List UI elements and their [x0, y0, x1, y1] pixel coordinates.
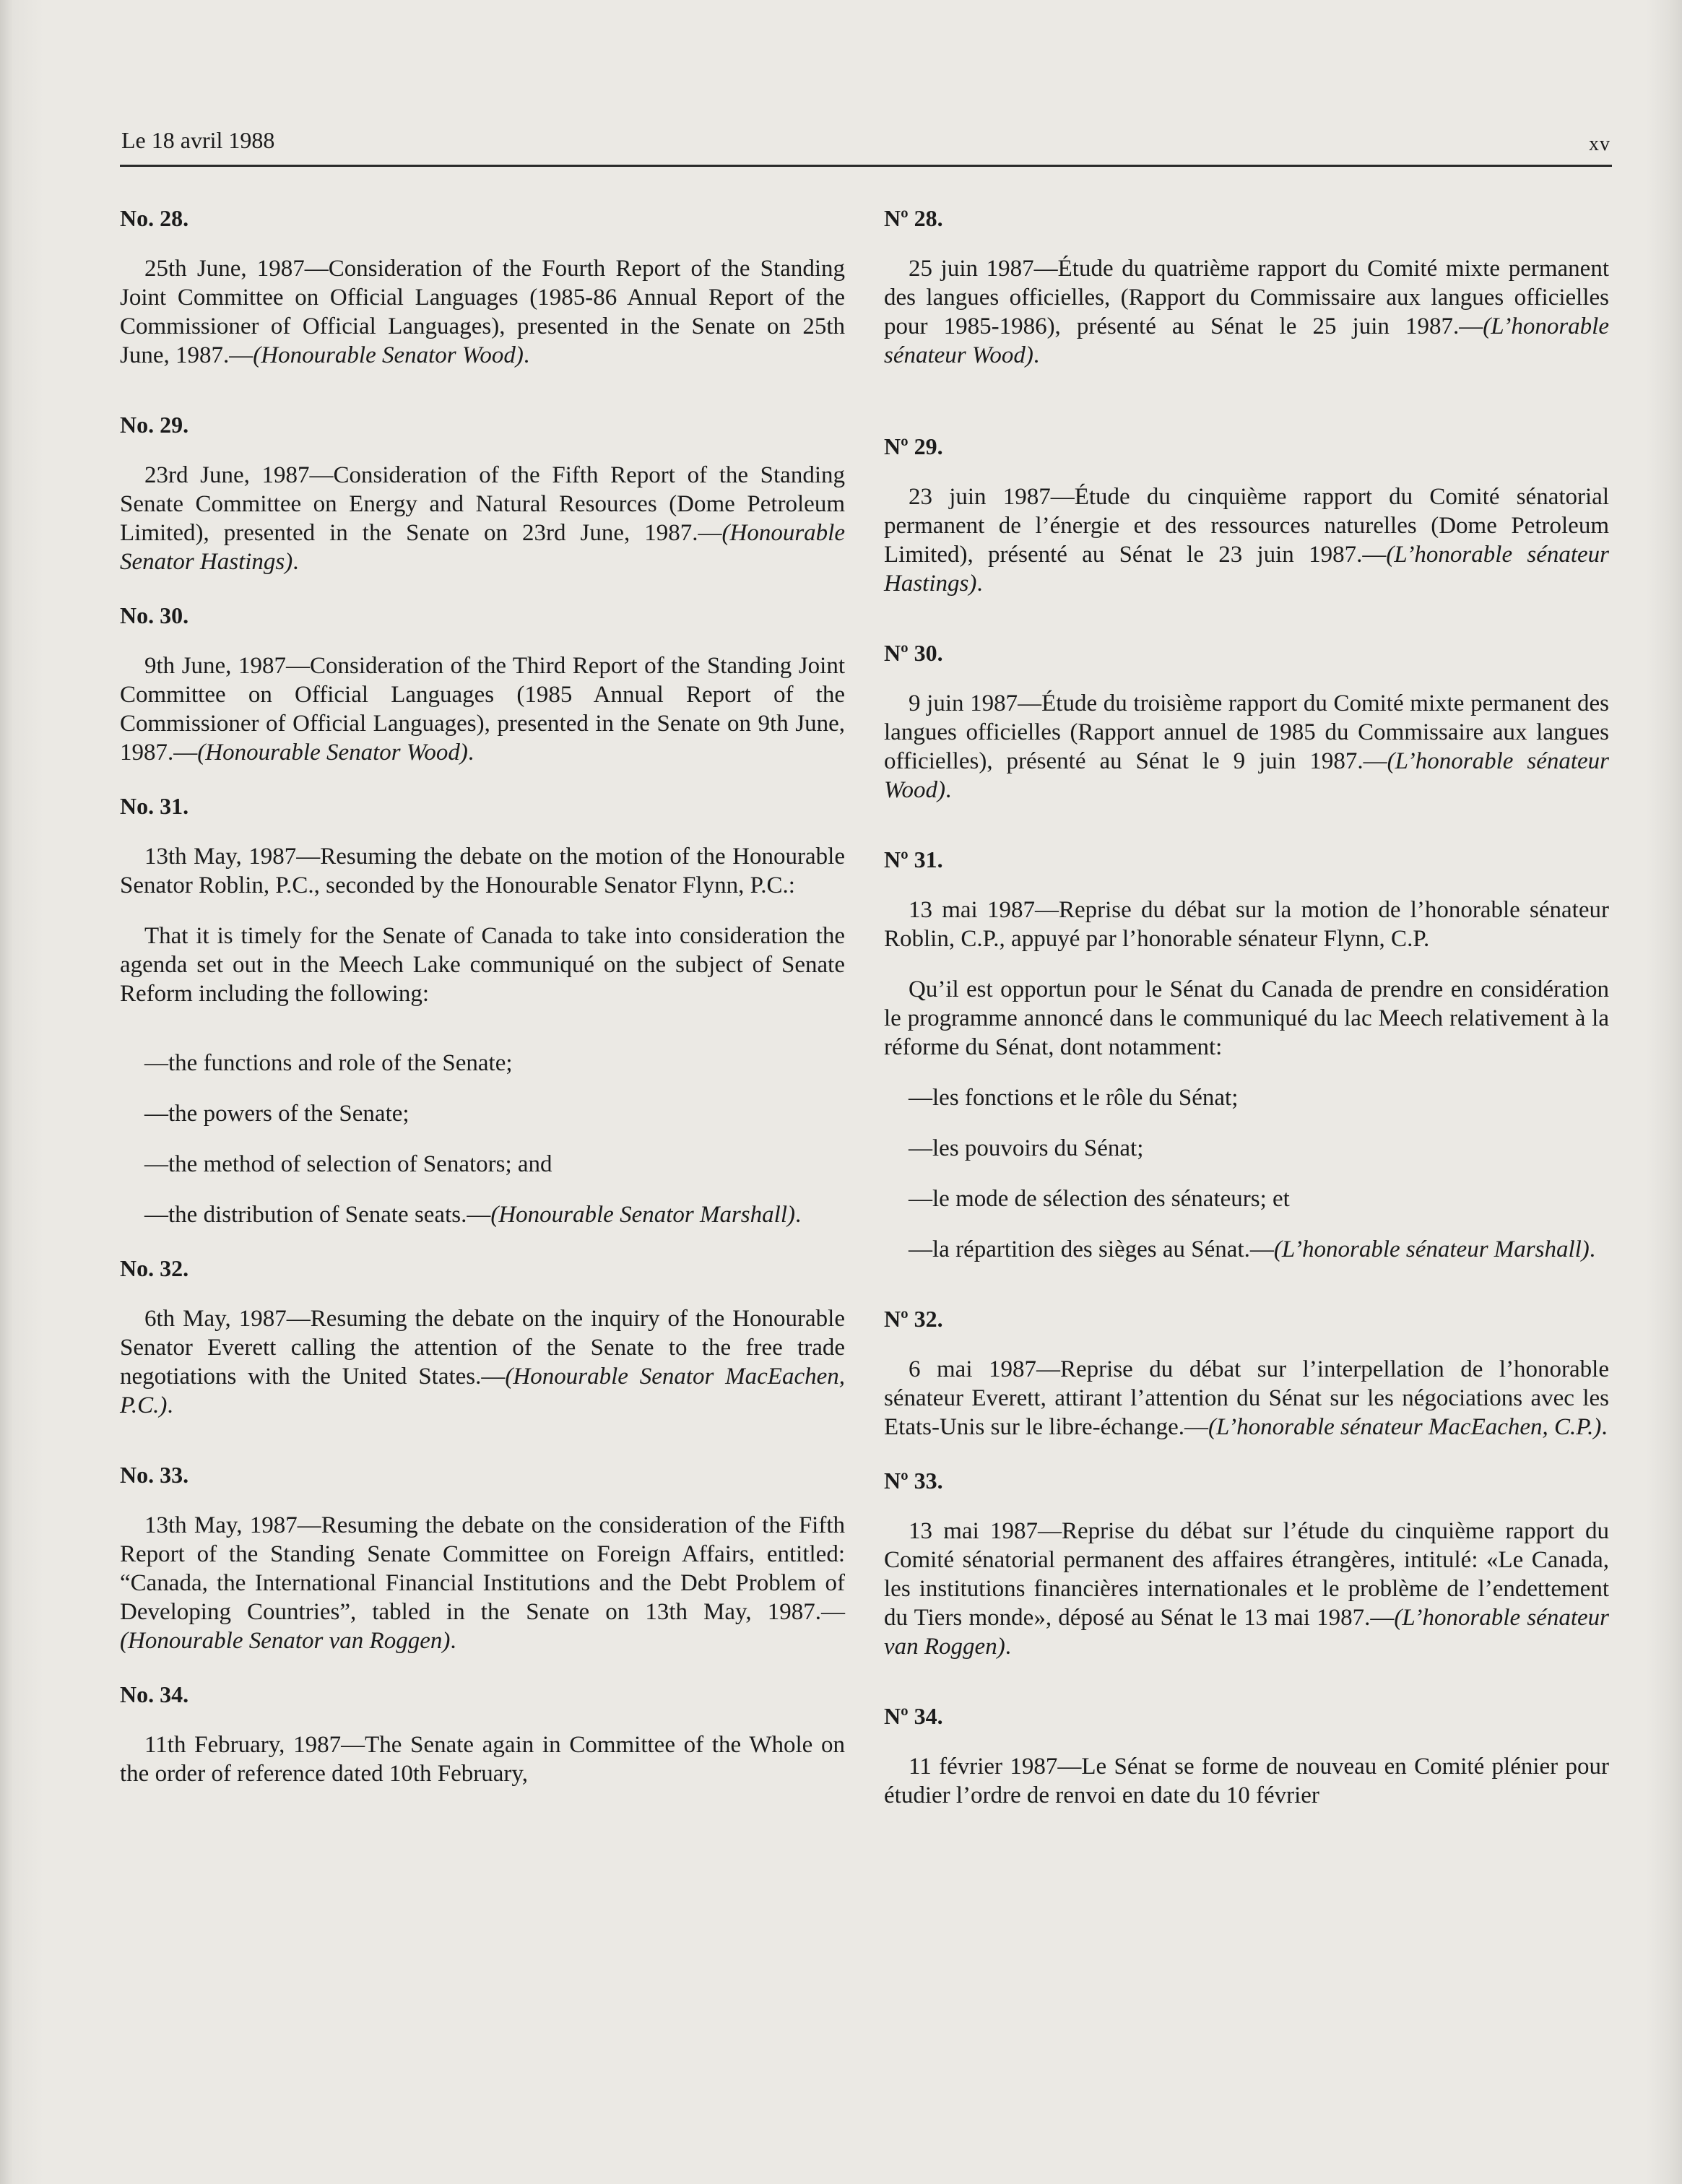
item-heading: No. 31.: [120, 793, 189, 819]
item-text: 13 mai 1987—Reprise du débat sur la motion de l’honorable sénateur Roblin, C.P., appuyé par l’honorable sénateur Flynn, C.P.: [884, 897, 1609, 952]
motion-item: —les pouvoirs du Sénat;: [909, 1135, 1144, 1161]
item-text: 11 février 1987—Le Sénat se forme de nouveau en Comité plénier pour étudier l’ordre de renvoi en date du 10 février: [884, 1754, 1609, 1808]
header-rule: [120, 165, 1612, 167]
item-text: 9 juin 1987—Étude du troisième rapport du Comité mixte permanent des langues officielles (Rapport annuel de 1985 du Commissaire aux langues officielles), présenté au Sénat le 9 juin 1987.—(L’honorable sénateur Wood).: [884, 690, 1609, 803]
item-heading: No. 28.: [120, 205, 189, 231]
item-text: 25 juin 1987—Étude du quatrième rapport du Comité mixte permanent des langues officielles, (Rapport du Commissaire aux langues officielles pour 1985-1986), présenté au Sénat le 25 juin 1987.—(L’honorable sénateur Wood).: [884, 256, 1609, 368]
page-number: xv: [1589, 133, 1611, 155]
item-text: 25th June, 1987—Consideration of the Fourth Report of the Standing Joint Committee on Official Languages (1985-86 Annual Report of the Commissioner of Official Languages), presented in the Senate on 25th June, 1987.—(Honourable Senator Wood).: [120, 256, 845, 368]
item-text: 9th June, 1987—Consideration of the Third Report of the Standing Joint Committee on Official Languages (1985 Annual Report of the Commissioner of Official Languages), presented in the Senate on 9th June, 1987.—(Honourable Senator Wood).: [120, 653, 845, 766]
french-column: [884, 204, 1609, 1810]
item-heading: Nº 31.: [884, 846, 943, 872]
motion-item: —the method of selection of Senators; and: [144, 1151, 552, 1177]
english-column: [120, 204, 845, 1788]
item-text: 13th May, 1987—Resuming the debate on the consideration of the Fifth Report of the Standing Senate Committee on Foreign Affairs, entitled: “Canada, the International Financial Institutions and the Debt Problem of Developing Countries”, tabled in the Senate on 13th May, 1987.—(Honourable Senator van Roggen).: [120, 1512, 845, 1654]
item-text: 11th February, 1987—The Senate again in Committee of the Whole on the order of reference dated 10th February,: [120, 1732, 845, 1787]
item-heading: Nº 29.: [884, 433, 943, 459]
item-heading: Nº 28.: [884, 205, 943, 231]
item-text: 13th May, 1987—Resuming the debate on the motion of the Honourable Senator Roblin, P.C., seconded by the Honourable Senator Flynn, P.C.:: [120, 844, 845, 898]
item-heading: Nº 33.: [884, 1468, 943, 1494]
item-heading: Nº 30.: [884, 640, 943, 666]
motion-item: —the distribution of Senate seats.—(Honourable Senator Marshall).: [144, 1202, 802, 1228]
motion-item: —le mode de sélection des sénateurs; et: [909, 1186, 1290, 1212]
item-text: 6th May, 1987—Resuming the debate on the inquiry of the Honourable Senator Everett calling the attention of the Senate to the free trade negotiations with the United States.—(Honourable Senator MacEachen, P.C.).: [120, 1306, 845, 1418]
item-heading: Nº 32.: [884, 1306, 943, 1332]
running-header: [121, 127, 1611, 163]
item-text: 6 mai 1987—Reprise du débat sur l’interpellation de l’honorable sénateur Everett, attirant l’attention du Sénat sur les négociations avec les Etats-Unis sur le libre-échange.—(L’honorable sénateur MacEachen, C.P.).: [884, 1356, 1609, 1440]
motion-item: —la répartition des sièges au Sénat.—(L’honorable sénateur Marshall).: [909, 1236, 1596, 1262]
item-heading: Nº 34.: [884, 1703, 943, 1729]
header-date: Le 18 avril 1988: [121, 127, 275, 153]
motion-item: —les fonctions et le rôle du Sénat;: [909, 1085, 1239, 1111]
motion-text: Qu’il est opportun pour le Sénat du Canada de prendre en considération le programme annoncé dans le communiqué du lac Meech relativement à la réforme du Sénat, dont notamment:: [884, 976, 1609, 1060]
motion-item: —the functions and role of the Senate;: [144, 1050, 513, 1076]
item-heading: No. 34.: [120, 1681, 189, 1707]
item-text: 23 juin 1987—Étude du cinquième rapport du Comité sénatorial permanent de l’énergie et des ressources naturelles (Dome Petroleum Limited), présenté au Sénat le 23 juin 1987.—(L’honorable sénateur Hastings).: [884, 484, 1609, 597]
item-text: 13 mai 1987—Reprise du débat sur l’étude du cinquième rapport du Comité sénatorial permanent des affaires étrangères, intitulé: «Le Canada, les institutions financières internationales et le problème de l’endettement du Tiers monde», déposé au Sénat le 13 mai 1987.—(L’honorable sénateur van Roggen).: [884, 1518, 1609, 1660]
item-heading: No. 33.: [120, 1462, 189, 1488]
motion-text: That it is timely for the Senate of Canada to take into consideration the agenda set out in the Meech Lake communiqué on the subject of Senate Reform including the following:: [120, 923, 845, 1007]
item-heading: No. 32.: [120, 1255, 189, 1281]
item-text: 23rd June, 1987—Consideration of the Fifth Report of the Standing Senate Committee on Energy and Natural Resources (Dome Petroleum Limited), presented in the Senate on 23rd June, 1987.—(Honourable Senator Hastings).: [120, 462, 845, 575]
motion-item: —the powers of the Senate;: [144, 1101, 409, 1127]
item-heading: No. 29.: [120, 412, 189, 438]
item-heading: No. 30.: [120, 602, 189, 628]
